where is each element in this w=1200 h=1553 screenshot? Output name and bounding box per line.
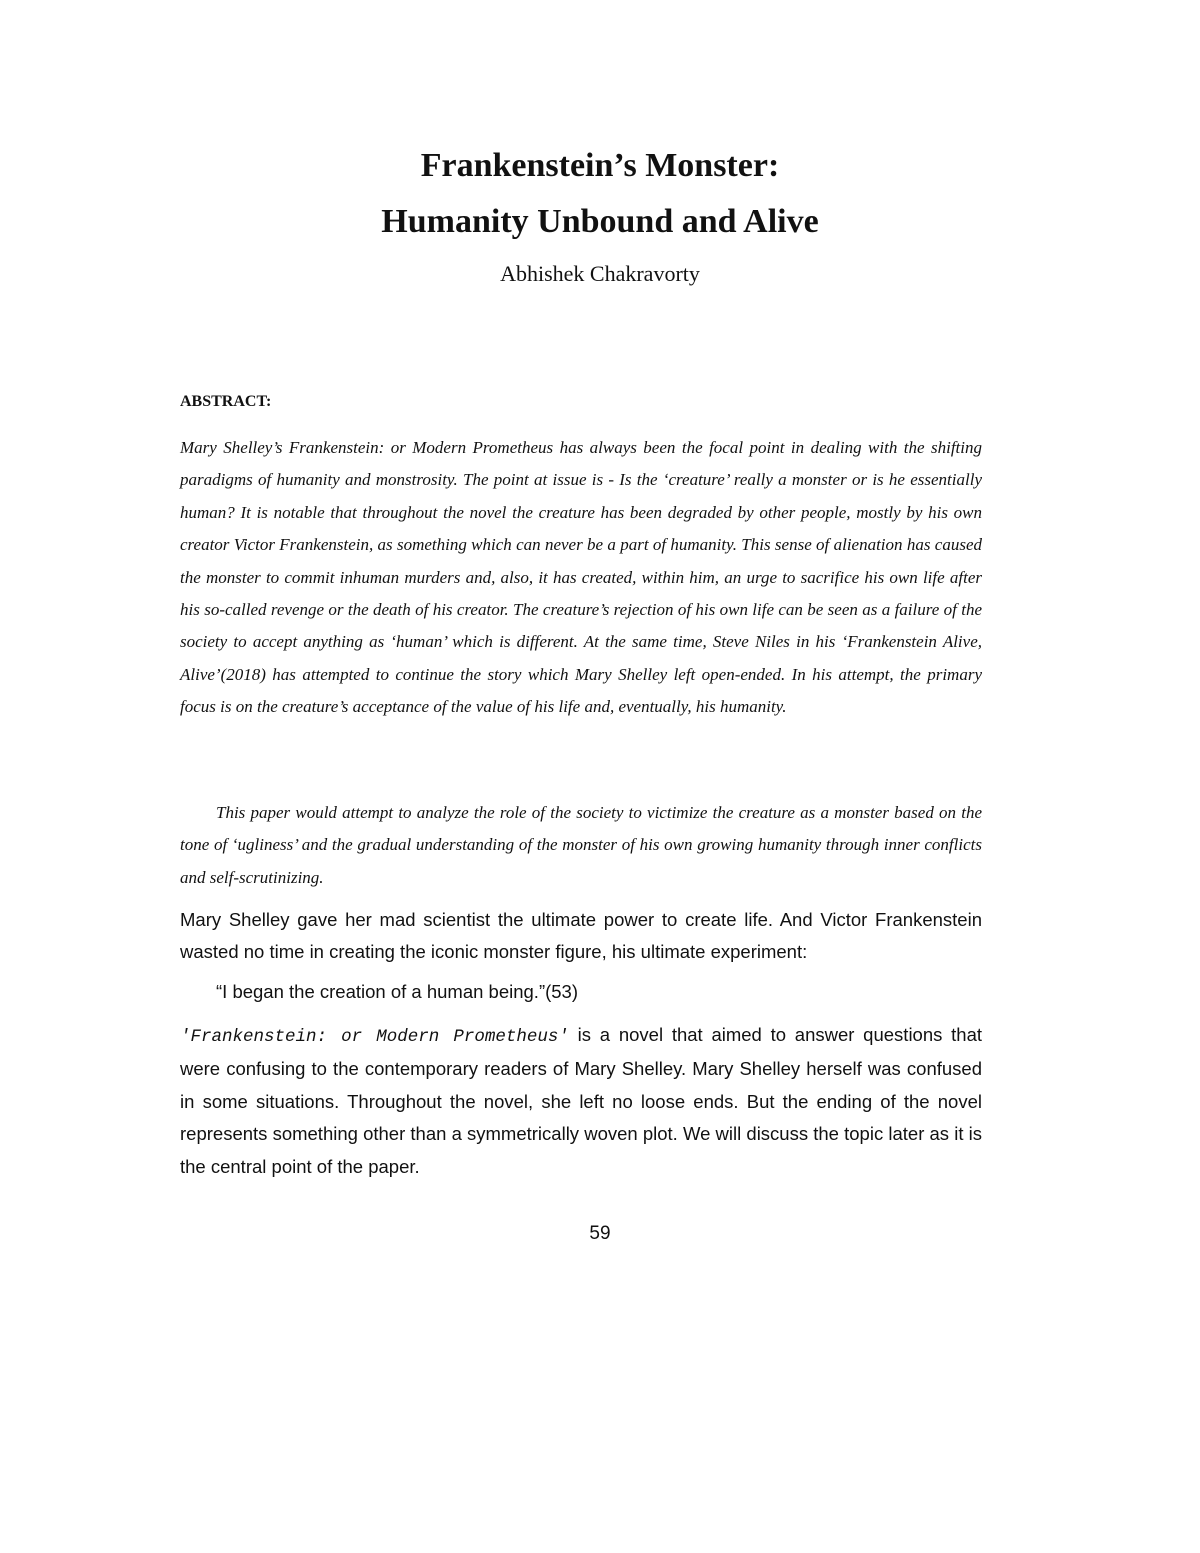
body-paragraph-1: Mary Shelley gave her mad scientist the ultimate power to create life. And Victor Frankenstein wasted no time in creating the iconic monster figure, his ultimate experiment: (180, 909, 982, 963)
block-quote: “I began the creation of a human being.”(53) (216, 981, 579, 1002)
author-name: Abhishek Chakravorty (500, 261, 700, 286)
paper-title-line-1: Frankenstein’s Monster: (420, 147, 780, 184)
novel-title-italic: 'Frankenstein: or Modern Prometheus' (180, 1027, 569, 1047)
page-number: 59 (589, 1223, 611, 1244)
abstract-paragraph-1: Mary Shelley’s Frankenstein: or Modern Prometheus has always been the focal point in dealing with the shifting paradigms of humanity and monstrosity. The point at issue is - Is the ‘creature’ really a monster or is he essentially human? It is notable that throughout the novel the creature has been degraded by other people, mostly by his own creator Victor Frankenstein, as something which can never be a part of humanity. This sense of alienation has caused the monster to commit inhuman murders and, also, it has created, within him, an urge to sacrifice his own life after his so-called revenge or the death of his creator. The creature’s rejection of his own life can be seen as a failure of the society to accept anything as ‘human’ which is different. At the same time, Steve Niles in his ‘Frankenstein Alive, Alive’(2018) has attempted to continue the story which Mary Shelley left open-ended. In his attempt, the primary focus is on the creature’s acceptance of the value of his life and, eventually, his humanity. (180, 438, 982, 717)
paper-title-line-2: Humanity Unbound and Alive (381, 203, 819, 240)
body-paragraph-2 (180, 1019, 982, 1183)
abstract-paragraph-2: This paper would attempt to analyze the role of the society to victimize the creature as a monster based on the tone of ‘ugliness’ and the gradual understanding of the monster of his own growing humanity through inner conflicts and self-scrutinizing. (180, 803, 982, 887)
body-paragraph-2-text: is a novel that aimed to answer questions that were confusing to the contemporary readers of Mary Shelley. Mary Shelley herself was confused in some situations. Throughout the novel, she left no loose ends. But the ending of the novel represents something other than a symmetrically woven plot. We will discuss the topic later as it is the central point of the paper. (180, 1024, 982, 1177)
abstract-heading: ABSTRACT: (180, 393, 272, 410)
